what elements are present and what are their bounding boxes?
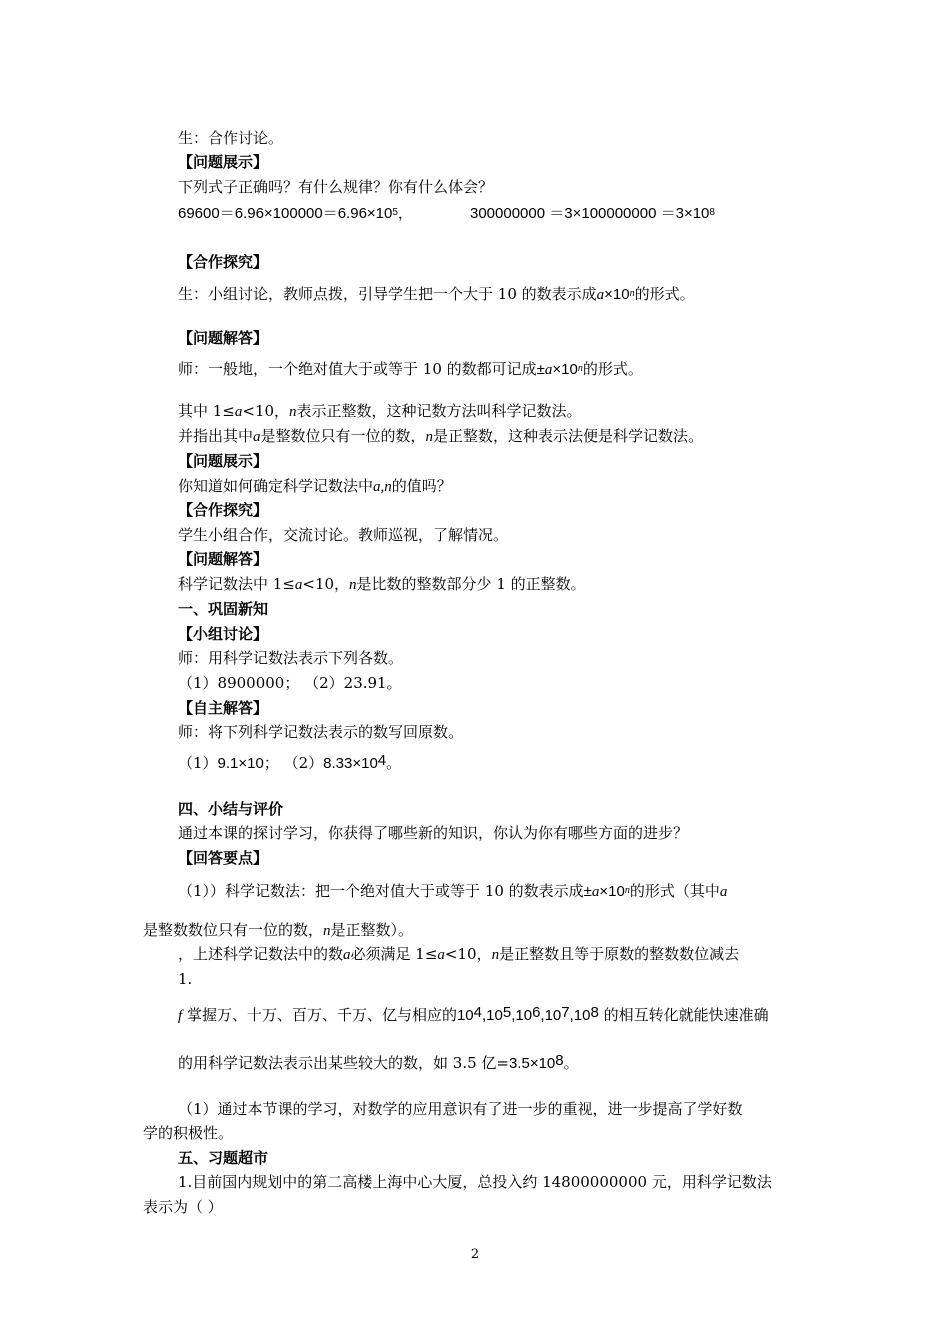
text-line: 1. (178, 970, 193, 988)
text-line: 1.目前国内规划中的第二高楼上海中心大厦，总投入约 14800000000 元，用科学记数法 (178, 1173, 772, 1191)
section-heading: 【问题解答】 (178, 550, 269, 568)
section-heading: 【小组讨论】 (178, 625, 269, 643)
text-line: 的用科学记数法表示出某些较大的数，如 3.5 亿$=3.5\times 10^8$。 (178, 1052, 579, 1072)
text-line: 学的积极性。 (143, 1124, 234, 1142)
text-line: （1）9.1×10； $(2)8.33\times 10^4$。 (178, 752, 402, 772)
text-line: 师：一般地，一个绝对值大于或等于 10 的数都可记成$\pm a\times 10^n$的形式。 (178, 360, 643, 378)
section-heading: 【自主解答】 (178, 699, 269, 717)
section-heading: 五、习题超市 (178, 1149, 269, 1167)
text-line: 并指出其中a是整数位只有一位的数，n是正整数，这种表示法便是科学记数法。 (178, 427, 704, 445)
text-line: 你知道如何确定科学记数法中a,n的值吗？ (178, 477, 452, 495)
section-heading: 【问题展示】 (178, 452, 269, 470)
text-line: 其中 1≤a<10，n表示正整数，这种记数方法叫科学记数法。 (178, 402, 582, 420)
text-line: 科学记数法中 1≤a<10，n是比数的整数部分少 1 的正整数。 (178, 575, 586, 593)
section-heading: 【问题展示】 (178, 153, 269, 171)
text-line: 通过本课的探讨学习，你获得了哪些新的知识，你认为你有哪些方面的进步？ (178, 824, 689, 842)
text-line: 学生小组合作，交流讨论。教师巡视，了解情况。 (178, 526, 509, 544)
section-heading: 【问题解答】 (178, 329, 269, 347)
text-line: 师：将下列科学记数法表示的数写回原数。 (178, 723, 464, 741)
section-heading: 【回答要点】 (178, 849, 269, 867)
text-line: ，上述科学记数法中的数a必须满足 1≤a<10，n是正整数且等于原数的整数数位减去 (178, 945, 740, 963)
section-heading: 【合作探究】 (178, 501, 269, 519)
equation: $300000000 =3\times 100000000 =3\times 10^8$ (470, 205, 715, 222)
text-line: 表示为（ ） (143, 1198, 223, 1216)
text-line: （1）通过本节课的学习，对数学的应用意识有了进一步的重视，进一步提高了学好数 (178, 1100, 743, 1118)
section-heading: 【合作探究】 (178, 253, 269, 271)
text-line: （1）8900000； （2）23.91。 (178, 674, 402, 692)
section-heading: 四、小结与评价 (178, 800, 284, 818)
text-line: 下列式子正确吗？有什么规律？你有什么体会？ (178, 178, 494, 196)
text-line: 师：用科学记数法表示下列各数。 (178, 649, 404, 667)
page-number: 2 (470, 1247, 480, 1262)
text-line: 生：小组讨论，教师点拨，引导学生把一个大于 10 的数表示成$a\times 10^n$的形式。 (178, 285, 695, 303)
section-heading: 一、巩固新知 (178, 600, 269, 618)
text-line: f 掌握万、十万、百万、千万、亿与相应的$10^4,10^5,10^6,10^7,10^8$ 的相互转化就能快速准确 (178, 1004, 769, 1024)
text-line: 生：合作讨论。 (178, 129, 284, 147)
text-line: （1））科学记数法：把一个绝对值大于或等于 10 的数表示成$\pm a\times 10^n$的形式（其中a (178, 882, 728, 900)
equation: $69600=6.96\times 100000=6.96\times 10^5$， (178, 205, 413, 222)
text-line: 是整数数位只有一位的数，n是正整数）。 (143, 921, 414, 939)
